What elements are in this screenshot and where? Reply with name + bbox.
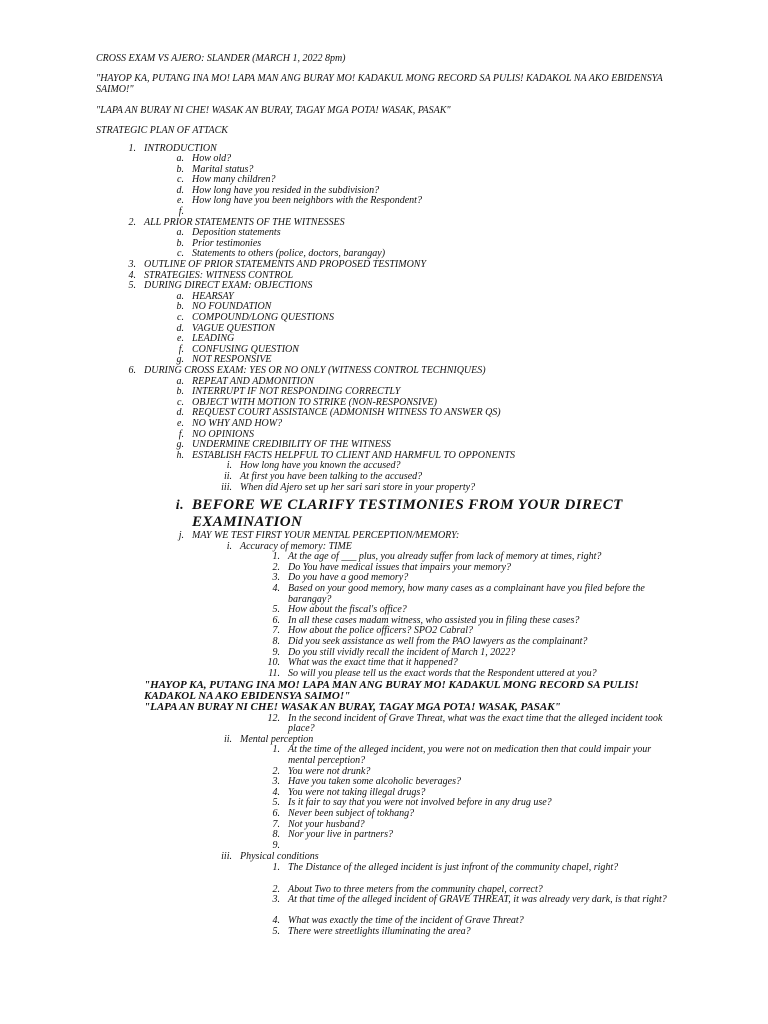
list-item-text: Is it fair to say that you were not involved before in any drug use? xyxy=(288,797,552,809)
list-marker: d. xyxy=(176,407,184,419)
quote-text: "LAPA AN BURAY NI CHE! WASAK AN BURAY, TAGAY MGA POTA! WASAK, PASAK" xyxy=(144,701,561,713)
list-marker: 5. xyxy=(128,280,136,292)
list-marker: a. xyxy=(176,227,184,239)
list-marker: i. xyxy=(175,498,184,513)
list-marker: 3. xyxy=(128,259,136,270)
section-label: OUTLINE OF PRIOR STATEMENTS AND PROPOSED TESTIMONY xyxy=(144,259,427,270)
list-item-text: REPEAT AND ADMONITION xyxy=(192,375,314,387)
list-item-text: LEADING xyxy=(192,333,235,345)
section-label: ALL PRIOR STATEMENTS OF THE WITNESSES xyxy=(144,216,345,228)
list-item-text: So will you please tell us the exact words that the Respondent uttered at you? xyxy=(288,667,597,679)
list-item-text: CONFUSING QUESTION xyxy=(192,343,299,355)
list-marker: 10. xyxy=(267,657,280,669)
list-item-text: How old? xyxy=(192,153,232,164)
list-item-text: When did Ajero set up her sari sari store in your property? xyxy=(240,481,476,493)
list-marker: 9. xyxy=(272,839,280,851)
list-item-text: There were streetlights illuminating the area? xyxy=(288,925,471,937)
list-item-text: HEARSAY xyxy=(192,290,234,302)
quote-text: "HAYOP KA, PUTANG INA MO! LAPA MAN ANG BURAY MO! KADAKUL MONG RECORD SA PULIS! KADAKOL NA AKO EBIDENSYA SAIMO!" xyxy=(96,73,663,95)
list-marker: a. xyxy=(176,290,184,302)
list-item-text: COMPOUND/LONG QUESTIONS xyxy=(192,312,334,323)
list-marker: f. xyxy=(178,343,184,355)
list-marker: 1. xyxy=(128,143,136,154)
list-item-text: Do You have medical issues that impairs your memory? xyxy=(288,561,511,573)
list-item-text: How long have you known the accused? xyxy=(240,460,401,472)
list-marker: e. xyxy=(177,333,184,345)
list-item-text: OBJECT WITH MOTION TO STRIKE (NON-RESPONSIVE) xyxy=(192,396,437,408)
list-marker: e. xyxy=(177,195,184,207)
list-marker: 4. xyxy=(272,915,280,927)
list-marker: b. xyxy=(176,237,184,249)
list-marker: ii. xyxy=(223,733,232,745)
list-item-text: Statements to others (police, doctors, barangay) xyxy=(192,248,386,260)
list-marker: b. xyxy=(176,163,184,175)
list-item-text: At the age of ___ plus, you already suffer from lack of memory at times, right? xyxy=(288,551,602,563)
section-label: STRATEGIES: WITNESS CONTROL xyxy=(144,269,294,281)
list-marker: 5. xyxy=(272,604,280,616)
list-marker: 2. xyxy=(128,216,136,228)
list-item-text: NO OPINIONS xyxy=(192,428,254,440)
list-item-text: At the time of the alleged incident, you were not on medication then that could impair your mental perception? xyxy=(288,744,652,766)
list-marker: 1. xyxy=(272,744,280,756)
section-label: DURING DIRECT EXAM: OBJECTIONS xyxy=(144,280,313,292)
list-marker: c. xyxy=(177,396,184,408)
list-item-text: How about the police officers? SPO2 Cabral? xyxy=(288,625,473,637)
list-item-text: At first you have been talking to the accused? xyxy=(240,471,423,482)
list-marker: 5. xyxy=(272,797,280,809)
list-item-text: NO WHY AND HOW? xyxy=(192,418,283,429)
list-marker: 3. xyxy=(272,572,280,584)
list-marker: b. xyxy=(176,386,184,398)
list-item-text: Do you still vividly recall the incident of March 1, 2022? xyxy=(288,646,516,658)
list-item-text: INTERRUPT IF NOT RESPONDING CORRECTLY xyxy=(192,386,401,398)
list-marker: c. xyxy=(177,174,184,186)
list-item-text: Have you taken some alcoholic beverages? xyxy=(288,776,461,788)
list-marker: 4. xyxy=(128,269,136,281)
list-item-text: How long have you been neighbors with the Respondent? xyxy=(192,195,422,207)
list-marker: 12. xyxy=(267,712,280,724)
list-item-text: Based on your good memory, how many cases as a complainant have you filed before the barangay? xyxy=(288,583,645,605)
list-marker: 5. xyxy=(272,925,280,937)
list-marker: b. xyxy=(176,301,184,313)
list-marker: 7. xyxy=(272,625,280,637)
list-item-text: In all these cases madam witness, who assisted you in filing these cases? xyxy=(288,614,580,626)
list-marker: e. xyxy=(177,418,184,429)
list-item-text: How about the fiscal's office? xyxy=(288,604,407,616)
list-marker: d. xyxy=(176,184,184,196)
list-item-text: What was exactly the time of the incident of Grave Threat? xyxy=(288,915,524,927)
list-item-text: Nor your live in partners? xyxy=(288,829,393,841)
list-marker: g. xyxy=(176,354,184,366)
list-marker: h. xyxy=(176,449,184,461)
list-marker: 6. xyxy=(128,365,136,376)
list-marker: d. xyxy=(176,322,184,334)
list-marker: i. xyxy=(226,540,232,552)
list-item-text: ESTABLISH FACTS HELPFUL TO CLIENT AND HARMFUL TO OPPONENTS xyxy=(192,449,516,461)
list-marker: i. xyxy=(226,460,232,472)
list-item-text: How long have you resided in the subdivision? xyxy=(192,184,380,196)
list-marker: 6. xyxy=(272,614,280,626)
list-marker: iii. xyxy=(221,851,232,862)
list-item-text: Marital status? xyxy=(192,163,254,175)
document-title: CROSS EXAM VS AJERO: SLANDER (MARCH 1, 2022 8pm) xyxy=(96,53,346,64)
list-marker: 2. xyxy=(272,765,280,777)
list-marker: c. xyxy=(177,312,184,323)
list-item-text: At that time of the alleged incident of GRAVE THREAT, it was already very dark, is that right? xyxy=(288,894,667,906)
list-marker: 1. xyxy=(272,551,280,563)
list-item-text: UNDERMINE CREDIBILITY OF THE WITNESS xyxy=(192,439,391,451)
section-label: DURING CROSS EXAM: YES OR NO ONLY (WITNESS CONTROL TECHNIQUES) xyxy=(144,365,486,376)
list-item-text: VAGUE QUESTION xyxy=(192,322,275,334)
list-marker: 2. xyxy=(272,561,280,573)
list-item-text: The Distance of the alleged incident is just infront of the community chapel, right? xyxy=(288,861,619,873)
list-marker: 6. xyxy=(272,807,280,819)
list-marker: iii. xyxy=(221,481,232,493)
list-item-text: You were not taking illegal drugs? xyxy=(288,786,426,798)
list-item-text: Did you seek assistance as well from the PAO lawyers as the complainant? xyxy=(288,636,588,647)
list-marker: 3. xyxy=(272,776,280,788)
list-item-text: Do you have a good memory? xyxy=(288,572,409,584)
list-marker: 8. xyxy=(272,829,280,841)
list-item-text: Deposition statements xyxy=(192,227,281,239)
list-item-text: How many children? xyxy=(192,174,276,186)
list-item-text: NO FOUNDATION xyxy=(192,301,272,313)
list-marker: 2. xyxy=(272,883,280,895)
list-item-text: In the second incident of Grave Threat, what was the exact time that the alleged incident took place? xyxy=(288,712,663,735)
list-marker: 3. xyxy=(272,894,280,906)
heading-text: BEFORE WE CLARIFY TESTIMONIES FROM YOUR DIRECT EXAMINATION xyxy=(192,497,623,530)
list-marker: 4. xyxy=(272,786,280,798)
list-marker: 7. xyxy=(272,818,280,830)
list-item-text: NOT RESPONSIVE xyxy=(192,354,272,366)
subsection-label: Accuracy of memory: TIME xyxy=(240,540,352,552)
list-item-text: Never been subject of tokhang? xyxy=(288,807,415,819)
list-marker: g. xyxy=(176,439,184,451)
list-marker: 9. xyxy=(272,646,280,658)
quote-text: "LAPA AN BURAY NI CHE! WASAK AN BURAY, TAGAY MGA POTA! WASAK, PASAK" xyxy=(96,105,451,116)
quote-text: "HAYOP KA, PUTANG INA MO! LAPA MAN ANG BURAY MO! KADAKUL MONG RECORD SA PULIS! KADAKOL NA AKO EBIDENSYA SAIMO!" xyxy=(144,679,639,702)
subsection-label: Mental perception xyxy=(240,733,314,745)
list-marker: a. xyxy=(176,375,184,387)
list-item-text: You were not drunk? xyxy=(288,765,371,777)
list-marker: 4. xyxy=(272,583,280,594)
list-marker: 11. xyxy=(268,667,280,679)
list-item-text: MAY WE TEST FIRST YOUR MENTAL PERCEPTION/MEMORY: xyxy=(192,530,460,541)
list-marker: f. xyxy=(178,206,184,217)
list-marker: j. xyxy=(178,530,184,541)
list-marker: 1. xyxy=(272,861,280,873)
list-item-text: Prior testimonies xyxy=(192,237,262,249)
list-marker: ii. xyxy=(223,471,232,482)
list-marker: f. xyxy=(178,428,184,440)
list-item-text: About Two to three meters from the community chapel, correct? xyxy=(288,883,543,895)
list-marker: 8. xyxy=(272,636,280,647)
list-marker: c. xyxy=(177,248,184,260)
list-marker: a. xyxy=(176,153,184,164)
subsection-label: Physical conditions xyxy=(240,851,319,862)
section-label: INTRODUCTION xyxy=(144,143,217,154)
list-item-text: REQUEST COURT ASSISTANCE (ADMONISH WITNESS TO ANSWER QS) xyxy=(192,407,501,419)
list-item-text: What was the exact time that it happened? xyxy=(288,657,458,669)
list-item-text: Not your husband? xyxy=(288,818,365,830)
plan-title: STRATEGIC PLAN OF ATTACK xyxy=(96,125,228,136)
